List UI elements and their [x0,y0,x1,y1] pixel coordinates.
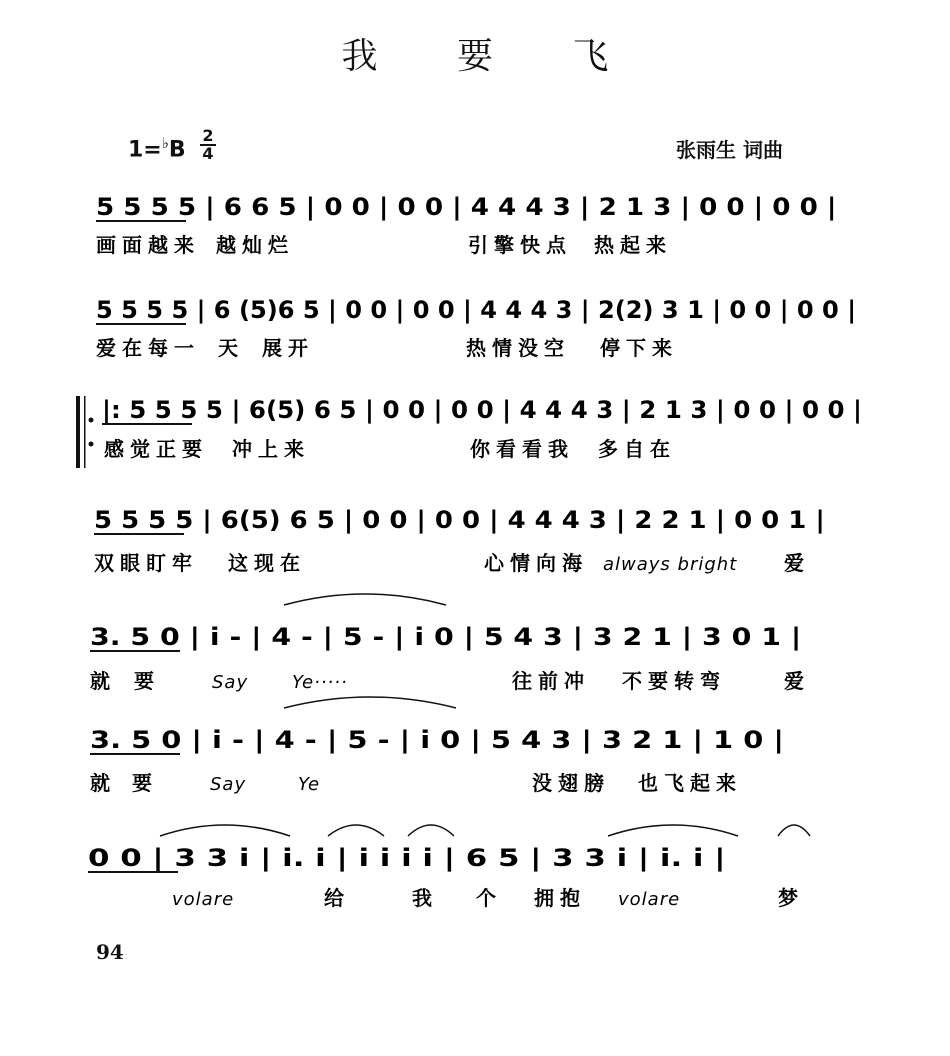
lyric: 引擎快点 [468,233,572,257]
repeat-sign [76,396,94,468]
lyric: 就 [90,669,116,693]
slur-arc-1 [160,825,290,836]
notation-line: 3. 5 0 | i - | 4 - | 5 - | i 0 | 5 4 3 | 3 2 1 | 3 0 1 | [90,623,802,651]
lyric: always bright [603,554,738,575]
lyric: Say [212,672,249,693]
lyric: 爱 [784,551,810,575]
lyric: 拥抱 [534,886,586,910]
key-prefix: 1= [128,137,162,163]
lyric: 这现在 [228,551,306,575]
lyric: 就 [90,771,116,795]
lyric: 往前冲 [512,669,590,693]
key-note: B [168,137,186,163]
lyric: 梦 [778,886,804,910]
music-system-1 [96,193,836,257]
slur-arc-5 [778,825,810,836]
slur-arc-4 [608,825,738,836]
lyric: 你看看我 [470,437,574,461]
lyric: volare [618,889,681,910]
notation-line: 5 5 5 5 | 6 6 5 | 0 0 | 0 0 | 4 4 4 3 | 2 1 3 | 0 0 | 0 0 | [96,193,837,221]
lyric: 不要转弯 [622,669,726,693]
lyric: 画面越来 [96,233,200,257]
page-number: 94 [96,940,124,964]
lyric: Ye [298,774,321,795]
lyric: 停下来 [600,336,678,360]
lyric: 多自在 [598,437,676,461]
notation-line: 5 5 5 5 | 6 (5)6 5 | 0 0 | 0 0 | 4 4 4 3 | 2(2) 3 1 | 0 0 | 0 0 | [96,296,856,324]
lyric: 个 [476,886,502,910]
lyric: 越灿烂 [216,233,294,257]
lyric: 热起来 [594,233,672,257]
repeat-dot [89,442,94,447]
tie-arc-2 [284,697,456,708]
lyric: 要 [132,771,158,795]
lyric: Say [210,774,247,795]
lyric: 我 [412,886,438,910]
music-system-4 [94,506,825,575]
song-title: 我 要 飞 [341,36,643,77]
repeat-dot [89,418,94,423]
flat-sign: ♭ [161,134,169,152]
lyric: 心情向海 [484,551,588,575]
notation-line: 3. 5 0 | i - | 4 - | 5 - | i 0 | 5 4 3 | 3 2 1 | 1 0 | [90,726,784,754]
notation-line: |: 5 5 5 5 | 6(5) 6 5 | 0 0 | 0 0 | 4 4 4 3 | 2 1 3 | 0 0 | 0 0 | [102,396,862,424]
music-system-2 [96,296,856,360]
lyric: 爱在每一 [96,336,200,360]
music-system-5 [90,623,810,693]
notation-line: 5 5 5 5 | 6(5) 6 5 | 0 0 | 0 0 | 4 4 4 3 | 2 2 1 | 0 0 1 | [94,506,825,534]
lyric: Ye····· [292,672,348,693]
slur-arc-2 [328,825,384,836]
repeat-bar-thin [84,396,86,468]
lyric: 爱 [784,669,810,693]
lyric: 感觉正要 [104,437,208,461]
time-denominator: 4 [202,144,214,163]
lyric: 没翅膀 [532,771,610,795]
repeat-bar-thick [76,396,80,468]
slur-arc-3 [408,825,454,836]
notation-line: 0 0 | 3 3 i | i. i | i i i i | 6 5 | 3 3 i | i. i | [88,844,726,872]
lyric: 双眼盯牢 [94,551,198,575]
composer-credit: 张雨生 词曲 [676,138,783,162]
lyric: 冲上来 [232,437,310,461]
tie-arc-1 [284,594,446,605]
music-system-3 [102,396,862,461]
lyric: 要 [134,669,160,693]
time-numerator: 2 [202,126,214,145]
music-system-7 [88,844,804,910]
lyric: 天 [218,336,244,360]
lyric: 热情没空 [466,336,570,360]
lyric: 也飞起来 [638,771,742,795]
lyric: volare [172,889,235,910]
music-system-6 [90,726,784,795]
lyric: 展开 [262,336,314,360]
lyric: 给 [324,886,350,910]
